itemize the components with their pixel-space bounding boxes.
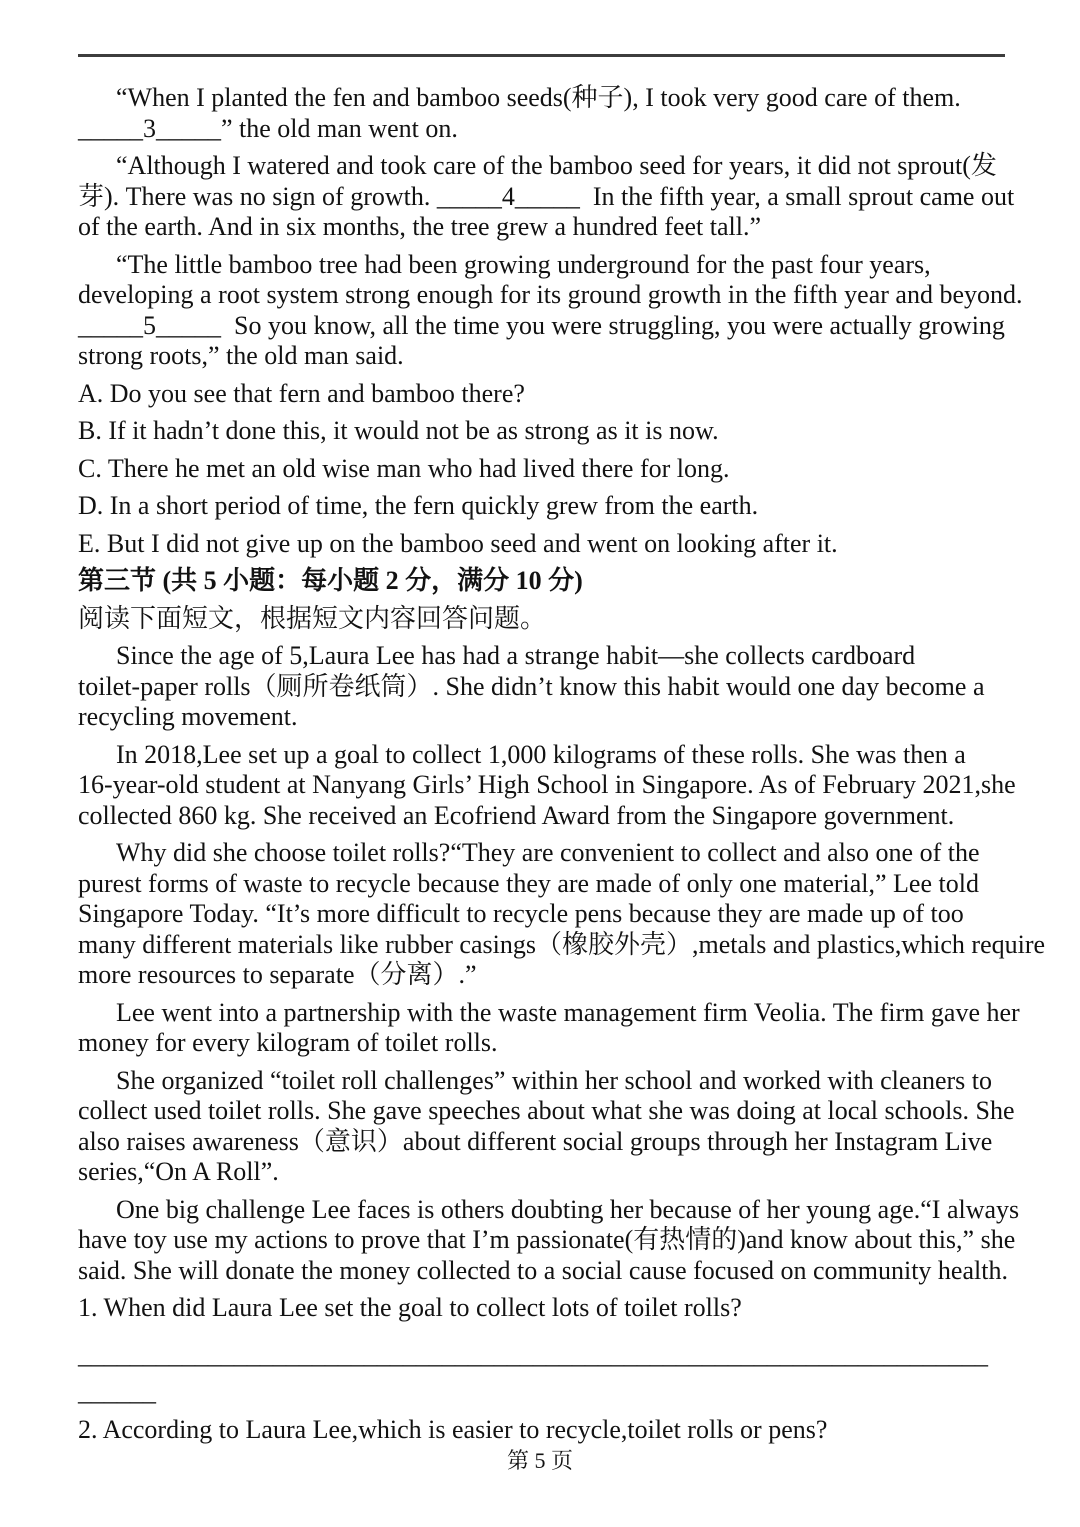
text-line: “When I planted the fen and bamboo seeds(种子), I took very good care of them. [116, 83, 961, 112]
text-line: series,“On A Roll”. [78, 1157, 279, 1186]
text-line: said. She will donate the money collected to a social cause focused on community health. [78, 1255, 1008, 1285]
answer-blank-short: ______ [78, 1377, 156, 1406]
passage-paragraph-2018 [78, 739, 1016, 832]
cloze-paragraph-although [78, 151, 1015, 243]
question-1: 1. When did Laura Lee set the goal to collect lots of toilet rolls? [78, 1293, 742, 1322]
text-line: purest forms of waste to recycle because they are made of only one material,” Lee told [78, 868, 979, 898]
text-line: In 2018,Lee set up a goal to collect 1,000 kilograms of these rolls. She was then a [116, 739, 966, 769]
text-line: many different materials like rubber casings（橡胶外壳）,metals and plastics,which require [78, 929, 1046, 959]
text-line: “The little bamboo tree had been growing underground for the past four years, [116, 249, 931, 279]
section-heading: 第三节 (共 5 小题：每小题 2 分，满分 10 分) [78, 566, 583, 595]
text-line: have toy use my actions to prove that I’m passionate(有热情的)and know about this,” she [78, 1225, 1016, 1254]
option-e: E. But I did not give up on the bamboo seed and went on looking after it. [78, 528, 838, 558]
text-line: more resources to separate（分离）.” [78, 960, 477, 989]
text-line: “Although I watered and took care of the bamboo seed for years, it did not sprout(发 [116, 151, 997, 180]
text-line: also raises awareness（意识）about different social groups through her Instagram Live [78, 1126, 993, 1156]
text-line: Lee went into a partnership with the waste management firm Veolia. The firm gave her [116, 997, 1020, 1027]
page-content [78, 54, 1046, 1452]
text-line: _____3_____” the old man went on. [78, 113, 458, 143]
text-line: Why did she choose toilet rolls?“They are convenient to collect and also one of the [116, 838, 980, 867]
passage-paragraph-organized [78, 1065, 1015, 1188]
text-line: recycling movement. [78, 702, 298, 731]
top-rule [78, 54, 1005, 57]
question-2: 2. According to Laura Lee,which is easier to recycle,toilet rolls or pens? [78, 1414, 828, 1444]
text-line: One big challenge Lee faces is others doubting her because of her young age.“I always [116, 1194, 1020, 1224]
text-line: collect used toilet rolls. She gave speeches about what she was doing at local schools. She [78, 1096, 1015, 1125]
text-line: developing a root system strong enough for its ground growth in the fifth year and beyond. [78, 280, 1023, 309]
cloze-paragraph-planted [78, 83, 1005, 144]
passage-paragraph-partnership [78, 997, 1020, 1059]
text-line: 芽). There was no sign of growth. _____4_____ In the fifth year, a small sprout came out [78, 181, 1015, 211]
page-footer: 第 5 页 [506, 1448, 573, 1473]
text-line: She organized “toilet roll challenges” within her school and worked with cleaners to [116, 1065, 993, 1095]
option-b: B. If it hadn’t done this, it would not be as strong as it is now. [78, 416, 719, 445]
text-line: money for every kilogram of toilet rolls. [78, 1028, 498, 1057]
text-line: Since the age of 5,Laura Lee has had a strange habit—she collects cardboard [116, 641, 916, 670]
text-line: of the earth. And in six months, the tree grew a hundred feet tall.” [78, 212, 762, 241]
text-line: 16-year-old student at Nanyang Girls’ High School in Singapore. As of February 2021,she [78, 770, 1016, 799]
option-c: C. There he met an old wise man who had lived there for long. [78, 453, 730, 483]
passage-paragraph-since [78, 641, 1005, 733]
option-a: A. Do you see that fern and bamboo there? [78, 378, 525, 408]
text-line: toilet-paper rolls（厕所卷纸筒）. She didn’t know this habit would one day become a [78, 671, 985, 701]
text-line: collected 860 kg. She received an Ecofriend Award from the Singapore government. [78, 800, 955, 830]
passage-paragraph-why [78, 838, 1046, 991]
answer-blank-long: ______________________________________________________________________ [78, 1339, 988, 1369]
cloze-paragraph-bamboo-tree [78, 249, 1023, 372]
text-line: strong roots,” the old man said. [78, 341, 404, 370]
option-d: D. In a short period of time, the fern quickly grew from the earth. [78, 491, 759, 520]
text-line: Singapore Today. “It’s more difficult to recycle pens because they are made up of too [78, 899, 964, 928]
passage-paragraph-challenge [78, 1194, 1020, 1287]
section-instruction: 阅读下面短文，根据短文内容回答问题。 [78, 603, 547, 633]
text-line: _____5_____ So you know, all the time you were struggling, you were actually growing [78, 310, 1005, 340]
